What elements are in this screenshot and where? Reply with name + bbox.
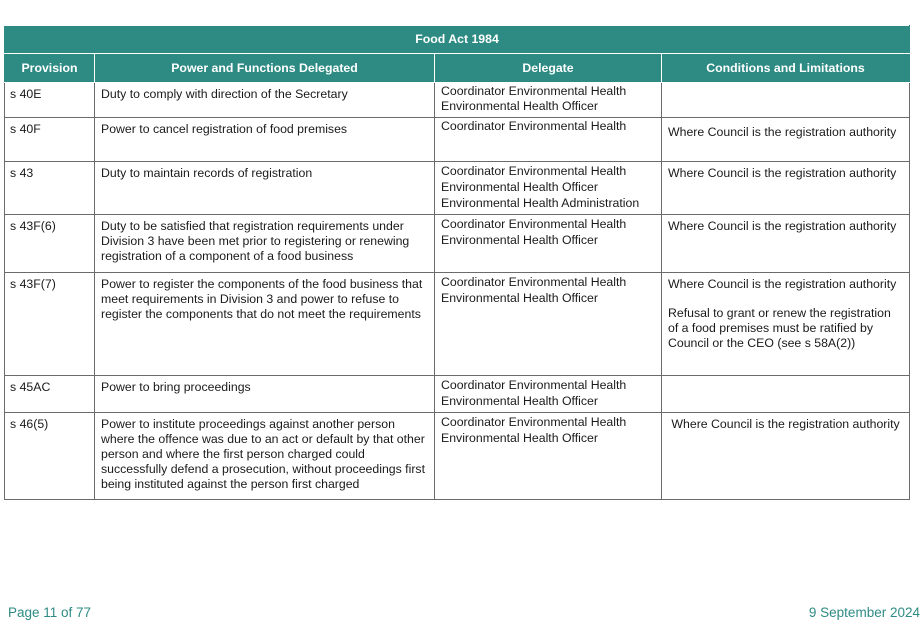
delegate-cell: Coordinator Environmental Health Environmental Health Officer (435, 376, 662, 413)
powers-cell: Power to institute proceedings against another person where the offence was due to an act or default by that other person and where the first person charged could successfully defend a prosecution, without proceedings first being instituted against the person first charged (95, 413, 435, 500)
conditions-cell (662, 376, 910, 413)
header-provision: Provision (5, 54, 95, 83)
delegations-table (4, 25, 910, 500)
delegate-cell: Coordinator Environmental Health (435, 118, 662, 162)
table-row (5, 118, 910, 162)
table-row (5, 413, 910, 500)
table-title: Food Act 1984 (5, 26, 910, 54)
table-header-row (5, 54, 910, 83)
provision-cell: s 40F (5, 118, 95, 162)
provision-cell: s 46(5) (5, 413, 95, 500)
table-title-row (5, 26, 910, 54)
delegate-cell: Coordinator Environmental Health Environmental Health Officer (435, 83, 662, 118)
conditions-text: Where Council is the registration authority (668, 277, 897, 291)
provision-cell: s 43F(7) (5, 273, 95, 376)
powers-cell: Duty to comply with direction of the Secretary (95, 83, 435, 118)
delegate-cell: Coordinator Environmental Health Environmental Health Officer (435, 215, 662, 273)
provision-cell: s 43 (5, 162, 95, 215)
delegate-cell: Coordinator Environmental Health Environmental Health Officer (435, 413, 662, 500)
conditions-note: Refusal to grant or renew the registration of a food premises must be ratified by Council or the CEO (see s 58A(2)) (668, 306, 891, 350)
conditions-cell: Where Council is the registration authority (662, 413, 910, 500)
document-date: 9 September 2024 (808, 605, 920, 620)
powers-cell: Duty to maintain records of registration (95, 162, 435, 215)
powers-cell: Power to bring proceedings (95, 376, 435, 413)
conditions-cell: Where Council is the registration authority (662, 162, 910, 215)
conditions-cell: Where Council is the registration authority (662, 215, 910, 273)
delegate-cell: Coordinator Environmental Health Environmental Health Officer Environmental Health Administration (435, 162, 662, 215)
table-row (5, 162, 910, 215)
provision-cell: s 43F(6) (5, 215, 95, 273)
header-delegate: Delegate (435, 54, 662, 83)
provision-cell: s 40E (5, 83, 95, 118)
header-powers: Power and Functions Delegated (95, 54, 435, 83)
provision-cell: s 45AC (5, 376, 95, 413)
table-row (5, 376, 910, 413)
powers-cell: Duty to be satisfied that registration requirements under Division 3 have been met prior to registering or renewing registration of a component of a food business (95, 215, 435, 273)
powers-cell: Power to cancel registration of food premises (95, 118, 435, 162)
powers-cell: Power to register the components of the food business that meet requirements in Division 3 and power to refuse to register the components that do not meet the requirements (95, 273, 435, 376)
conditions-cell (662, 273, 910, 376)
table-row (5, 83, 910, 118)
conditions-cell: Where Council is the registration authority (662, 118, 910, 162)
conditions-cell (662, 83, 910, 118)
header-conditions: Conditions and Limitations (662, 54, 910, 83)
table-row (5, 215, 910, 273)
table-row (5, 273, 910, 376)
page-number: Page 11 of 77 (8, 605, 92, 620)
delegate-cell: Coordinator Environmental Health Environmental Health Officer (435, 273, 662, 376)
